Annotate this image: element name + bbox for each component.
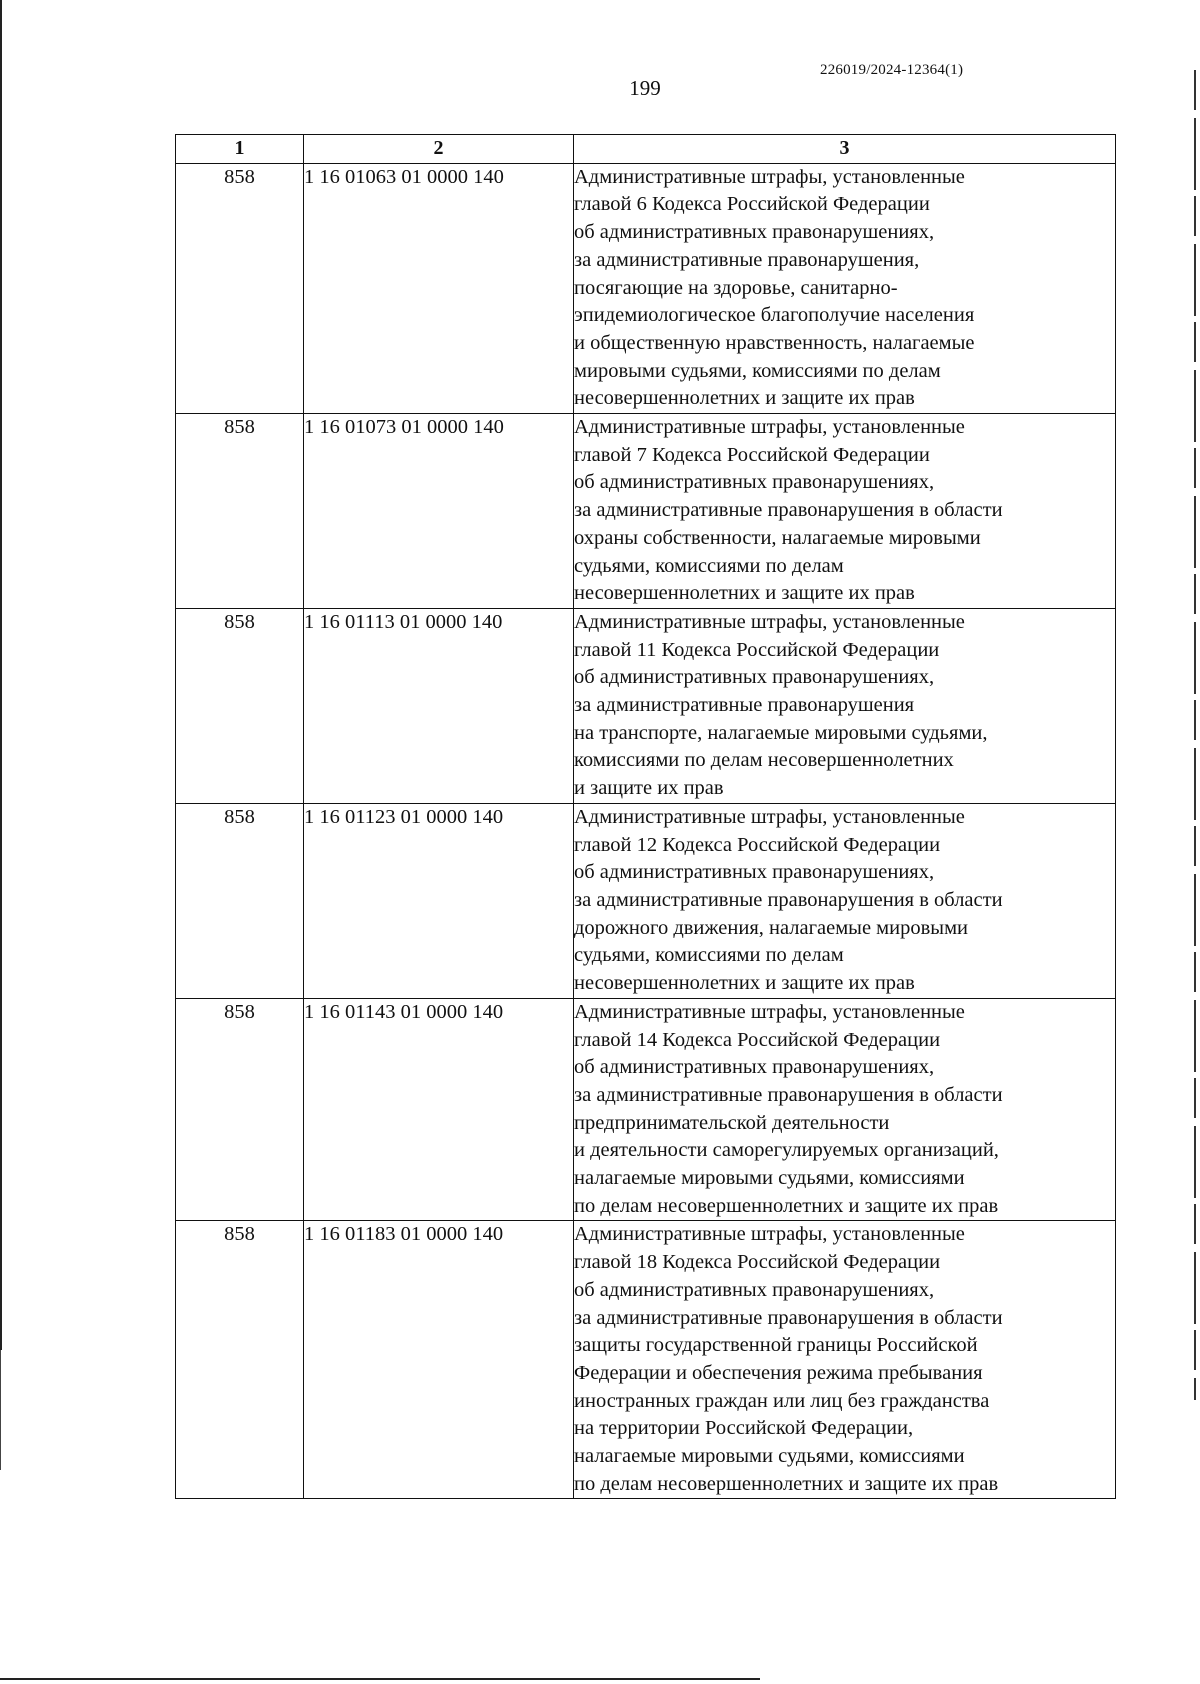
- scan-border-left: [0, 0, 2, 1350]
- table-row: [176, 163, 1116, 413]
- table-row: [176, 608, 1116, 803]
- description-cell: Административные штрафы, установленные главой 11 Кодекса Российской Федерации об административных правонарушениях, за административные правонарушения на транспорте, налагаемые мировыми судьями, комиссиями по делам несовершеннолетних и защите их прав: [574, 608, 1116, 803]
- document-number: 226019/2024-12364(1): [820, 62, 964, 78]
- column-header-2: 2: [304, 135, 574, 164]
- table-row: [176, 803, 1116, 998]
- description-cell: Административные штрафы, установленные главой 18 Кодекса Российской Федерации об административных правонарушениях, за административные правонарушения в области защиты государственной границы Российской Федерации и обеспечения режима пребывания иностранных граждан или лиц без гражданства на территории Российской Федерации, налагаемые мировыми судьями, комиссиями по делам несовершеннолетних и защите их прав: [574, 1221, 1116, 1499]
- description-cell: Административные штрафы, установленные главой 6 Кодекса Российской Федерации об административных правонарушениях, за административные правонарушения, посягающие на здоровье, санитарно- эпидемиологическое благополучие населения и общественную нравственность, налагаемые мировыми судьями, комиссиями по делам несовершеннолетних и защите их прав: [574, 163, 1116, 413]
- description-cell: Административные штрафы, установленные главой 7 Кодекса Российской Федерации об административных правонарушениях, за административные правонарушения в области охраны собственности, налагаемые мировыми судьями, комиссиями по делам несовершеннолетних и защите их прав: [574, 414, 1116, 609]
- budget-code-cell: 1 16 01063 01 0000 140: [304, 163, 574, 413]
- scan-border-left-tail: [0, 1350, 1, 1470]
- table-row: [176, 1221, 1116, 1499]
- budget-code-cell: 1 16 01113 01 0000 140: [304, 608, 574, 803]
- scan-border-bottom: [0, 1678, 760, 1680]
- budget-code-cell: 1 16 01123 01 0000 140: [304, 803, 574, 998]
- table-header-row: [176, 135, 1116, 164]
- fines-table: [175, 134, 1116, 1499]
- description-cell: Административные штрафы, установленные главой 14 Кодекса Российской Федерации об административных правонарушениях, за административные правонарушения в области предпринимательской деятельности и деятельности саморегулируемых организаций, налагаемые мировыми судьями, комиссиями по делам несовершеннолетних и защите их прав: [574, 998, 1116, 1221]
- admin-code-cell: 858: [176, 414, 304, 609]
- table-row: [176, 414, 1116, 609]
- scan-border-right: [1194, 70, 1196, 1400]
- budget-code-cell: 1 16 01073 01 0000 140: [304, 414, 574, 609]
- description-cell: Административные штрафы, установленные главой 12 Кодекса Российской Федерации об административных правонарушениях, за административные правонарушения в области дорожного движения, налагаемые мировыми судьями, комиссиями по делам несовершеннолетних и защите их прав: [574, 803, 1116, 998]
- admin-code-cell: 858: [176, 1221, 304, 1499]
- budget-code-cell: 1 16 01183 01 0000 140: [304, 1221, 574, 1499]
- admin-code-cell: 858: [176, 998, 304, 1221]
- admin-code-cell: 858: [176, 608, 304, 803]
- admin-code-cell: 858: [176, 803, 304, 998]
- budget-code-cell: 1 16 01143 01 0000 140: [304, 998, 574, 1221]
- column-header-1: 1: [176, 135, 304, 164]
- column-header-3: 3: [574, 135, 1116, 164]
- table-row: [176, 998, 1116, 1221]
- page-number: 199: [629, 76, 661, 100]
- admin-code-cell: 858: [176, 163, 304, 413]
